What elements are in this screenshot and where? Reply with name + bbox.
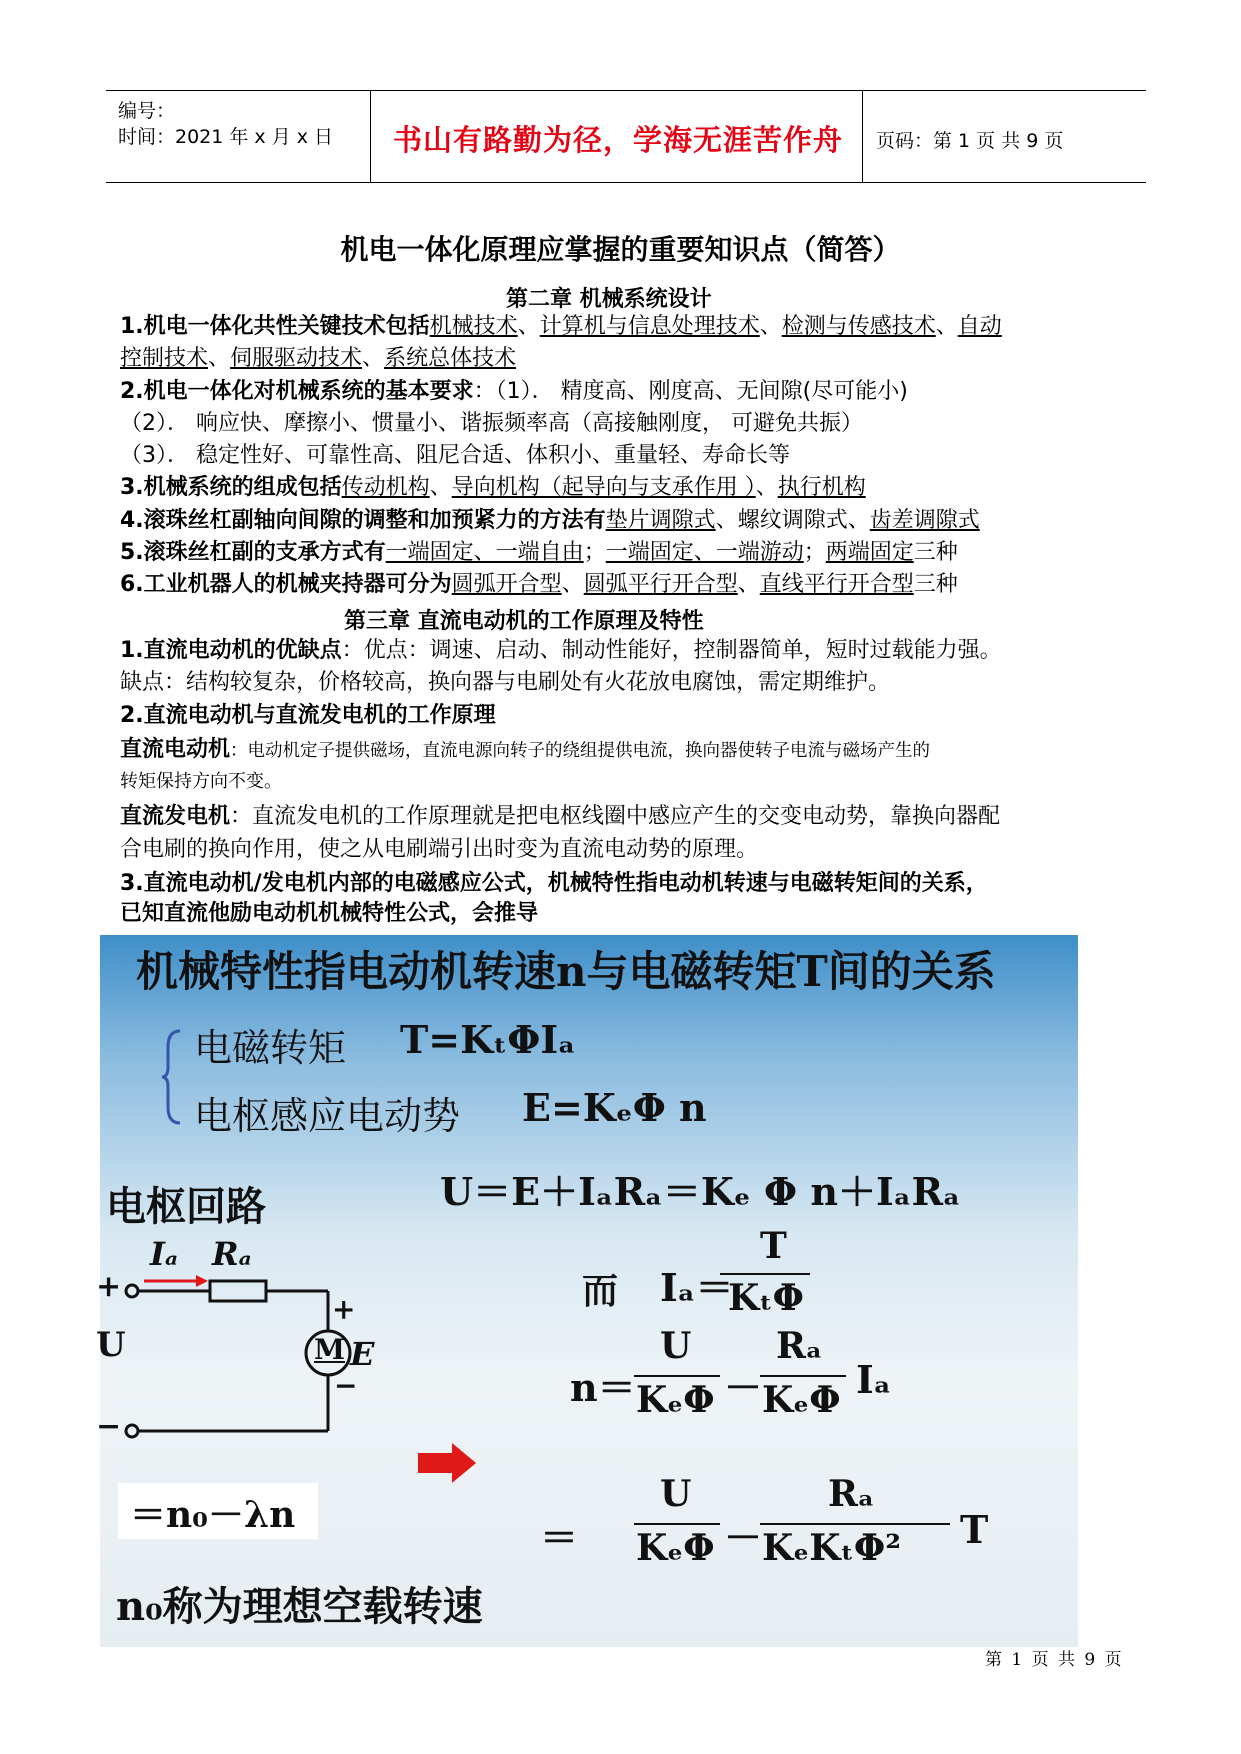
- slide-eq3-n2: Rₐ: [776, 1325, 823, 1367]
- ch3-q1-line2: 缺点：结构较复杂，价格较高，换向器与电刷处有火花放电腐蚀，需定期维护。: [120, 670, 891, 695]
- header-motto: 书山有路勤为径，学海无涯苦作舟: [393, 123, 844, 157]
- ch2-q1-line1: 1.机电一体化共性关键技术包括机械技术、计算机与信息处理技术、检测与传感技术、自动: [120, 314, 1002, 339]
- header-time-label: 时间：2021 年 x 月 x 日: [118, 126, 334, 148]
- ch2-q6-item: 圆弧开合型: [451, 572, 562, 597]
- ch3-q3-line2: 已知直流他励电动机机械特性公式，会推导: [120, 901, 539, 926]
- header-page-label: 页码：第 1 页 共 9 页: [876, 130, 1064, 152]
- slide-eq3-left: n＝: [570, 1365, 636, 1410]
- slide-eq4-bar1: [634, 1523, 720, 1525]
- ch2-q3-item: 导向机构（起导向与支承作用 ）: [451, 475, 756, 500]
- slide-emf-label: 电枢感应电动势: [194, 1094, 461, 1138]
- slide-eq4-op: －: [724, 1515, 763, 1560]
- slide-eq4-d2: KₑKₜΦ²: [762, 1527, 902, 1569]
- slide-eq4-tail: T: [960, 1507, 989, 1552]
- circuit-motor-label: M: [314, 1333, 345, 1366]
- ch2-q5-prefix: 5.滚珠丝杠副的支承方式有: [120, 540, 386, 565]
- slide-eq4-n2: Rₐ: [828, 1473, 875, 1515]
- slide-eq1: U＝E＋IₐRₐ＝Kₑ Φ n＋IₐRₐ: [440, 1169, 961, 1214]
- circuit-ia-label: Iₐ: [150, 1235, 179, 1273]
- document-title: 机电一体化原理应掌握的重要知识点（简答）: [340, 233, 901, 266]
- circuit-minus-motor: −: [334, 1369, 358, 1402]
- ch2-q1-item: 控制技术: [120, 346, 209, 371]
- ch2-q1-item: 机械技术: [429, 314, 518, 339]
- ch2-q5-line: 5.滚珠丝杠副的支承方式有一端固定、一端自由；一端固定、一端游动；两端固定三种: [120, 540, 958, 565]
- ch2-q4-item: 齿差调隙式: [869, 508, 980, 533]
- circuit-plus-left: +: [96, 1269, 122, 1304]
- chapter3-title: 第三章 直流电动机的工作原理及特性: [344, 609, 704, 634]
- ch3-motor-text: ：电动机定子提供磁场，直流电源向转子的绕组提供电流，换向器使转子电流与磁场产生的: [230, 741, 931, 761]
- ch2-q1-item: 系统总体技术: [384, 346, 517, 371]
- header-number-label: 编号：: [118, 100, 176, 122]
- ch2-q3-item: 执行机构: [777, 475, 866, 500]
- slide-eq2-fraction-bar: [720, 1273, 810, 1275]
- page-footer: 第 1 页 共 9 页: [985, 1650, 1124, 1670]
- ch2-q5-item: 一端固定、一端游动: [605, 540, 804, 565]
- header-divider-left: [370, 90, 371, 183]
- ch2-q4-item: 螺纹调隙式: [737, 508, 848, 533]
- circuit-u-label: U: [96, 1325, 126, 1365]
- slide-eq3-n1: U: [660, 1325, 692, 1367]
- slide-emf-eq: E=KₑΦ n: [522, 1085, 707, 1130]
- slide-eq3-tail: Iₐ: [856, 1357, 892, 1402]
- slide-boxed-eq: ＝n₀－λn: [130, 1494, 296, 1536]
- ch2-q3-item: 传动机构: [341, 475, 430, 500]
- header-top-border: [106, 90, 1146, 91]
- ch2-q5-suffix: 三种: [913, 540, 958, 565]
- header-bottom-border: [106, 182, 1146, 183]
- circuit-minus-left: −: [96, 1409, 122, 1444]
- circuit-plus-motor: +: [332, 1293, 356, 1326]
- ch2-q2-line3: （3）． 稳定性好、可靠性高、阻尼合适、体积小、重量轻、寿命长等: [120, 443, 790, 468]
- ch2-q1-prefix: 1.机电一体化共性关键技术包括: [120, 314, 430, 339]
- ch2-q2-text: ：（1）． 精度高、刚度高、无间隙(尽可能小): [473, 379, 908, 404]
- ch3-gen-label: 直流发电机: [120, 804, 231, 829]
- slide-brace-icon: [160, 1027, 184, 1127]
- ch3-q2-line: 2.直流电动机与直流发电机的工作原理: [120, 703, 496, 728]
- ch2-q6-suffix: 三种: [913, 572, 958, 597]
- ch2-q1-item: 计算机与信息处理技术: [539, 314, 760, 339]
- ch2-q5-item: 两端固定: [825, 540, 914, 565]
- ch2-q5-item: 一端固定、一端自由: [385, 540, 584, 565]
- ch2-q1-item: 检测与传感技术: [781, 314, 936, 339]
- ch2-q4-item: 垫片调隙式: [605, 508, 716, 533]
- slide-n0-text: n₀称为理想空载转速: [116, 1583, 483, 1630]
- ch3-q1-text: ：优点：调速、启动、制动性能好，控制器简单，短时过载能力强。: [341, 638, 1002, 663]
- slide-loop-label: 电枢回路: [106, 1183, 266, 1230]
- ch2-q3-line: 3.机械系统的组成包括传动机构、导向机构（起导向与支承作用 ）、执行机构: [120, 475, 866, 500]
- slide-torque-label: 电磁转矩: [194, 1026, 347, 1070]
- slide-eq2-den: KₜΦ: [728, 1277, 804, 1319]
- ch2-q6-line: 6.工业机器人的机械夹持器可分为圆弧开合型、圆弧平行开合型、直线平行开合型三种: [120, 572, 958, 597]
- slide-eq4-left: ＝: [540, 1515, 579, 1560]
- slide-arrow-icon: [418, 1443, 478, 1483]
- ch2-q3-prefix: 3.机械系统的组成包括: [120, 475, 342, 500]
- slide-er-label: 而: [582, 1270, 619, 1312]
- slide-eq3-bar2: [760, 1375, 846, 1377]
- ch3-motor-line2: 转矩保持方向不变。: [120, 771, 282, 792]
- slide-eq2-num: T: [760, 1225, 787, 1267]
- ch3-q3-line1: 3.直流电动机/发电机内部的电磁感应公式，机械特性指电动机转速与电磁转矩间的关系，: [120, 871, 988, 896]
- ch2-q6-prefix: 6.工业机器人的机械夹持器可分为: [120, 572, 452, 597]
- ch3-motor-line1: [120, 735, 930, 766]
- slide-eq3-bar1: [634, 1375, 720, 1377]
- ch2-q6-item: 直线平行开合型: [759, 572, 914, 597]
- slide-eq4-bar2: [760, 1523, 950, 1525]
- ch3-q1-line1: [120, 636, 1002, 666]
- chapter2-title: 第二章 机械系统设计: [506, 287, 712, 312]
- ch2-q4-line: 4.滚珠丝杠副轴向间隙的调整和加预紧力的方法有垫片调隙式、螺纹调隙式、齿差调隙式: [120, 508, 980, 533]
- ch3-motor-label: 直流电动机: [120, 737, 231, 762]
- slide-torque-eq: T=KₜΦIₐ: [400, 1017, 576, 1062]
- slide-eq3-op: －: [724, 1365, 763, 1410]
- slide-eq3-d2: KₑΦ: [762, 1379, 841, 1421]
- slide-eq2-left: Iₐ＝: [660, 1265, 734, 1310]
- ch3-q1-prefix: 1.直流电动机的优缺点: [120, 638, 342, 663]
- ch2-q2-line1: [120, 377, 908, 407]
- slide-eq4-n1: U: [660, 1473, 692, 1515]
- ch2-q4-prefix: 4.滚珠丝杠副轴向间隙的调整和加预紧力的方法有: [120, 508, 606, 533]
- slide-eq3-d1: KₑΦ: [636, 1379, 715, 1421]
- ch2-q6-item: 圆弧平行开合型: [583, 572, 738, 597]
- ch2-q1-item: 自动: [957, 314, 1002, 339]
- slide-eq4-d1: KₑΦ: [636, 1527, 715, 1569]
- ch2-q1-line2: 控制技术、伺服驱动技术、系统总体技术: [120, 346, 517, 371]
- ch3-gen-line2: 合电刷的换向作用，使之从电刷端引出时变为直流电动势的原理。: [120, 837, 759, 862]
- header-divider-right: [862, 90, 863, 183]
- ch2-q2-prefix: 2.机电一体化对机械系统的基本要求: [120, 379, 474, 404]
- formula-slide-image: [96, 935, 1078, 1647]
- ch3-gen-line1: [120, 802, 1000, 832]
- ch2-q2-line2: （2）． 响应快、摩擦小、惯量小、谐振频率高（高接触刚度， 可避免共振）: [120, 411, 863, 436]
- slide-heading: 机械特性指电动机转速n与电磁转矩T间的关系: [136, 947, 996, 996]
- ch3-gen-text: ：直流发电机的工作原理就是把电枢线圈中感应产生的交变电动势，靠换向器配: [230, 804, 1001, 829]
- circuit-ra-label: Rₐ: [212, 1235, 252, 1273]
- circuit-e-label: E: [350, 1335, 375, 1373]
- ch2-q1-item: 伺服驱动技术: [230, 346, 363, 371]
